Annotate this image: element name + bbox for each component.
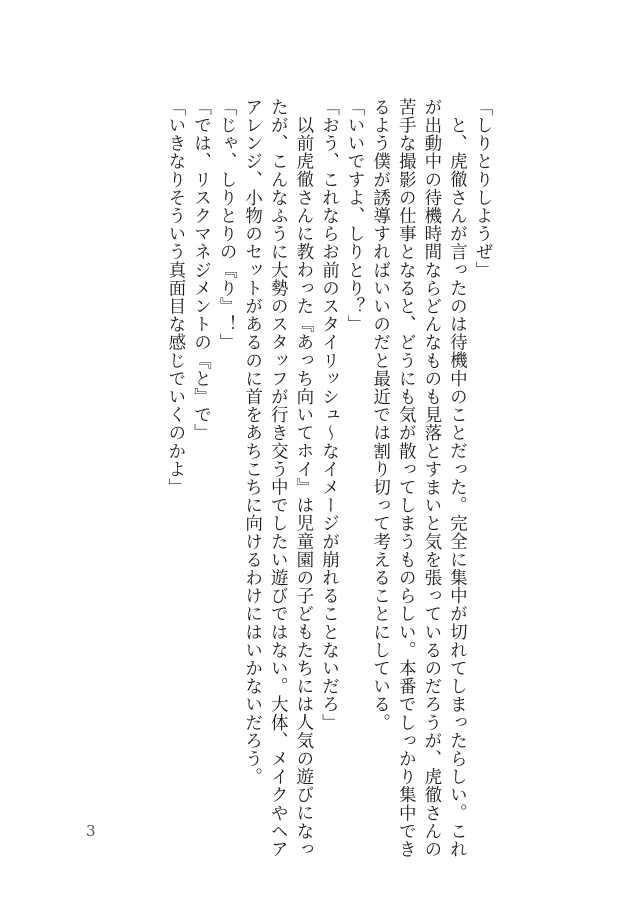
text-line: 「いきなりそういう真面目な感じでいくのかよ」 — [165, 98, 186, 497]
text-line: 「おう、これならお前のスタイリッシュ～なイメージが崩れることないだろ」 — [319, 98, 340, 732]
text-line: 「では、リスクマネジメントの『と』で」 — [191, 98, 212, 442]
text-line: たが、こんなふうに大勢のスタッフが行き交う中でしたい遊びではない。大体、メイクやヘア — [268, 98, 289, 859]
text-line: 以前虎徹さんに教わった『あっち向いてホイ』は児童園の子どもたちには人気の遊びになっ — [293, 115, 314, 858]
text-line: 苦手な撮影の仕事となると、どうにも気が散ってしまうものらしい。本番でしっかり集中でき — [396, 98, 417, 859]
text-line: 「しりとりしようぜ」 — [473, 98, 493, 279]
text-line: 「じゃ、しりとりの『り』！」 — [217, 98, 238, 352]
text-line: と、虎徹さんが言ったのは待機中のことだった。完全に集中が切れてしまったらしい。これ — [447, 115, 468, 858]
vertical-text-block — [162, 98, 495, 859]
page-number: 3 — [86, 822, 96, 840]
text-line: が出動中の待機時間ならどんなものも見落とすまいと気を張っているのだろうが、虎徹さんの — [421, 98, 442, 859]
text-line: るよう僕が誘導すればいいのだと最近では割り切って考えることにしている。 — [370, 98, 391, 732]
text-line: アレンジ、小物のセットがあるのに首をあちこちに向けるわけにはいかないだろう。 — [242, 98, 263, 786]
text-line: 「いいですよ、しりとり？」 — [345, 98, 366, 334]
